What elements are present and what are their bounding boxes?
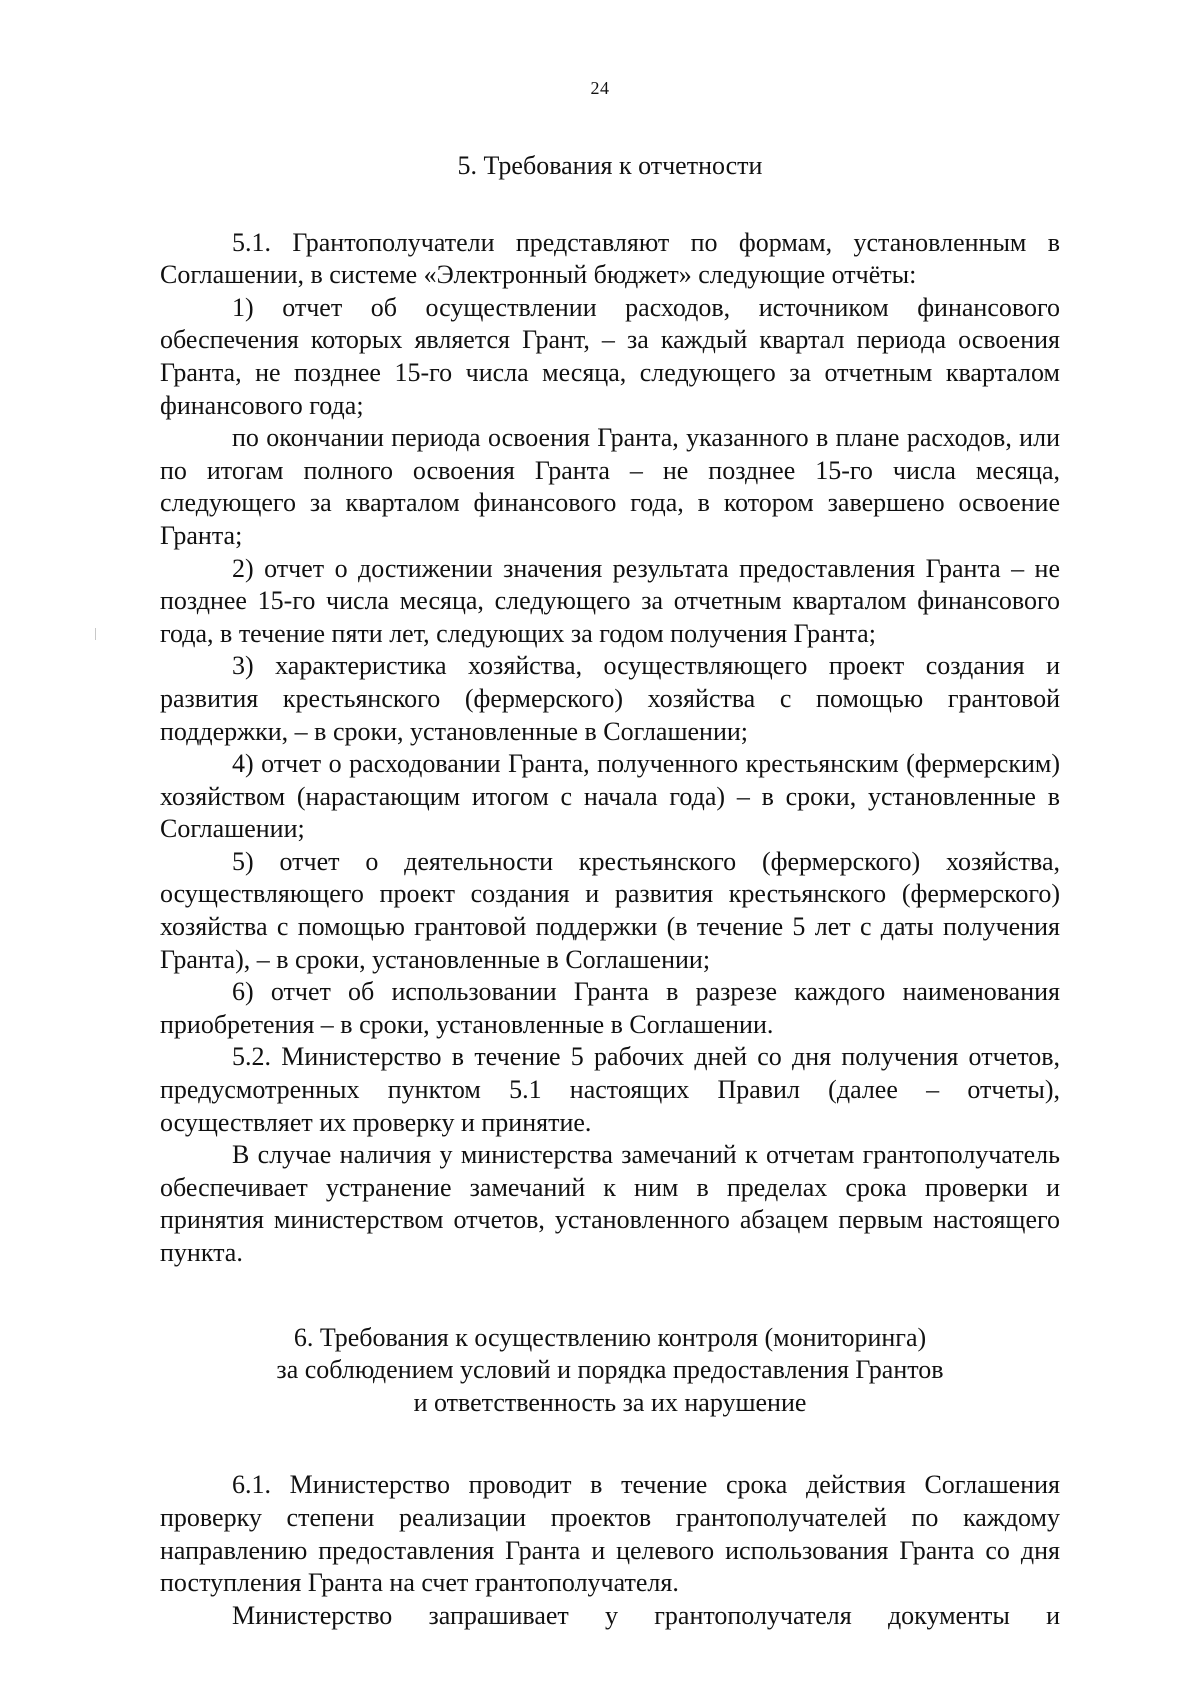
paragraph-5-2-cont: В случае наличия у министерства замечаний к отчетам грантополучатель обеспечивает устранение замечаний к ним в пределах срока проверки и принятия министерством отчетов, установленного абзацем первым настоящего пункта. <box>160 1140 1060 1267</box>
paragraph-5-1-item-2: 2) отчет о достижении значения результата предоставления Гранта – не позднее 15-го числа месяца, следующего за отчетным кварталом финансового года, в течение пяти лет, следующих за годом получения Гранта; <box>160 553 1060 648</box>
section-6-heading-line-2: за соблюдением условий и порядка предоставления Грантов <box>276 1355 944 1385</box>
paragraph-6-1: 6.1. Министерство проводит в течение срока действия Соглашения проверку степени реализации проектов грантополучателей по каждому направлению предоставления Гранта и целевого использования Гранта со дня поступления Гранта на счет грантополучателя. <box>160 1470 1060 1598</box>
section-6-heading-line-1: 6. Требования к осуществлению контроля (мониторинга) <box>293 1322 927 1352</box>
paragraph-5-1-item-1-cont: по окончании периода освоения Гранта, указанного в плане расходов, или по итогам полного освоения Гранта – не позднее 15-го числа месяца, следующего за кварталом финансового года, в котором завершено освоение Гранта; <box>160 423 1060 550</box>
paragraph-5-2: 5.2. Министерство в течение 5 рабочих дней со дня получения отчетов, предусмотренных пунктом 5.1 настоящих Правил (далее – отчеты), осуществляет их проверку и принятие. <box>160 1042 1060 1137</box>
section-6-heading-line-3: и ответственность за их нарушение <box>413 1387 807 1417</box>
paragraph-5-1-item-6: 6) отчет об использовании Гранта в разрезе каждого наименования приобретения – в сроки, установленные в Соглашении. <box>160 977 1060 1039</box>
page-number: 24 <box>590 78 610 98</box>
paragraph-5-1-item-3: 3) характеристика хозяйства, осуществляющего проект создания и развития крестьянского (фермерского) хозяйства с помощью грантовой поддержки, – в сроки, установленные в Соглашении; <box>160 651 1060 746</box>
paragraph-5-1-item-1: 1) отчет об осуществлении расходов, источником финансового обеспечения которых является Грант, – за каждый квартал периода освоения Гранта, не позднее 15-го числа месяца, следующего за отчетным кварталом финансового года; <box>160 292 1060 420</box>
section-5-heading: 5. Требования к отчетности <box>457 151 763 180</box>
paragraph-5-1-item-4: 4) отчет о расходовании Гранта, полученного крестьянским (фермерским) хозяйством (нарастающим итогом с начала года) – в сроки, установленные в Соглашении; <box>160 749 1060 844</box>
document-body <box>160 150 1060 1632</box>
scan-mark <box>95 628 96 640</box>
paragraph-5-1: 5.1. Грантополучатели представляют по формам, установленным в Соглашении, в системе «Электронный бюджет» следующие отчёты: <box>160 227 1060 290</box>
paragraph-6-1-cont: Министерство запрашивает у грантополучателя документы и <box>232 1600 1060 1630</box>
paragraph-5-1-item-5: 5) отчет о деятельности крестьянского (фермерского) хозяйства, осуществляющего проект создания и развития крестьянского (фермерского) хозяйства с помощью грантовой поддержки (в течение 5 лет с даты получения Гранта), – в сроки, установленные в Соглашении; <box>160 846 1060 974</box>
section-6-heading <box>160 1322 1060 1420</box>
